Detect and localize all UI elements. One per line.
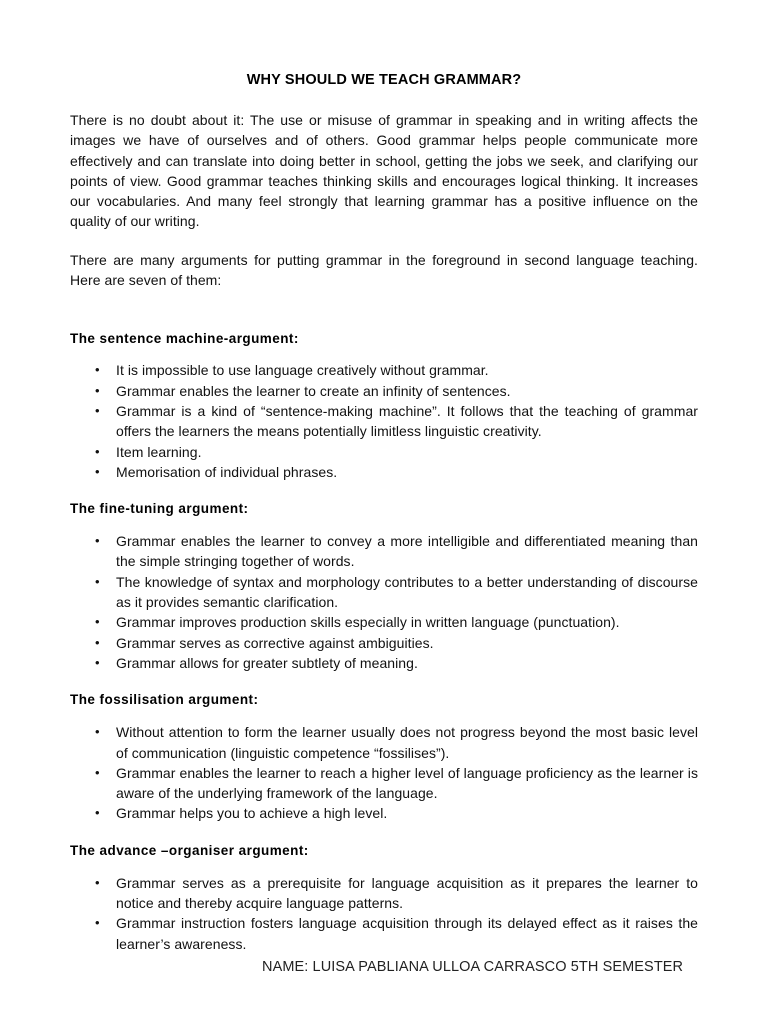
section-sentence-machine bbox=[70, 329, 698, 482]
section-advance-organiser bbox=[70, 841, 698, 954]
intro-paragraph-1: There is no doubt about it: The use or misuse of grammar in speaking and in writing affects the images we have of ourselves and of others. Good grammar helps people communicate more effectively and can translate into doing better in school, getting the jobs we seek, and clarifying our points of view. Good grammar teaches thinking skills and encourages logical thinking. It increases our vocabularies. And many feel strongly that learning grammar has a positive influence on the quality of our writing. bbox=[70, 112, 698, 230]
page-title: WHY SHOULD WE TEACH GRAMMAR? bbox=[246, 72, 522, 88]
document-body bbox=[70, 0, 698, 954]
section-heading: The advance –organiser argument: bbox=[70, 842, 309, 858]
list-item: • Memorisation of individual phrases. bbox=[70, 462, 698, 482]
list-item: • It is impossible to use language creatively without grammar. bbox=[70, 360, 698, 380]
section-fine-tuning bbox=[70, 499, 698, 673]
list-item: • Grammar enables the learner to create an infinity of sentences. bbox=[70, 381, 698, 401]
list-item: • Grammar instruction fosters language acquisition through its delayed effect as it raises the learner’s awareness. bbox=[70, 913, 698, 954]
section-heading: The fine-tuning argument: bbox=[70, 501, 249, 517]
list-item: • Grammar enables the learner to reach a higher level of language proficiency as the learner is aware of the underlying framework of the language. bbox=[70, 763, 698, 804]
footer-student-name: NAME: LUISA PABLIANA ULLOA CARRASCO 5TH SEMESTER bbox=[262, 959, 684, 975]
bullet-list bbox=[70, 531, 698, 673]
bullet-list bbox=[70, 873, 698, 954]
list-item: • Grammar is a kind of “sentence-making machine”. It follows that the teaching of grammar offers the learners the means potentially limitless linguistic creativity. bbox=[70, 401, 698, 442]
list-item: • Without attention to form the learner usually does not progress beyond the most basic level of communication (linguistic competence “fossilises”). bbox=[70, 722, 698, 763]
list-item: • Grammar allows for greater subtlety of meaning. bbox=[70, 653, 698, 673]
list-item: • Grammar helps you to achieve a high level. bbox=[70, 803, 698, 823]
list-item: • Grammar enables the learner to convey a more intelligible and differentiated meaning than the simple stringing together of words. bbox=[70, 531, 698, 572]
intro-paragraph-2: There are many arguments for putting grammar in the foreground in second language teaching. Here are seven of them: bbox=[70, 251, 698, 289]
list-item: • Item learning. bbox=[70, 442, 698, 462]
list-item: • Grammar serves as a prerequisite for language acquisition as it prepares the learner to notice and thereby acquire language patterns. bbox=[70, 873, 698, 914]
bullet-list bbox=[70, 722, 698, 823]
section-heading: The sentence machine-argument: bbox=[70, 331, 299, 347]
list-item: • Grammar serves as corrective against ambiguities. bbox=[70, 633, 698, 653]
list-item: • Grammar improves production skills especially in written language (punctuation). bbox=[70, 612, 698, 632]
bullet-list bbox=[70, 360, 698, 482]
section-heading: The fossilisation argument: bbox=[70, 692, 259, 708]
list-item: • The knowledge of syntax and morphology contributes to a better understanding of discourse as it provides semantic clarification. bbox=[70, 572, 698, 613]
section-fossilisation bbox=[70, 690, 698, 823]
